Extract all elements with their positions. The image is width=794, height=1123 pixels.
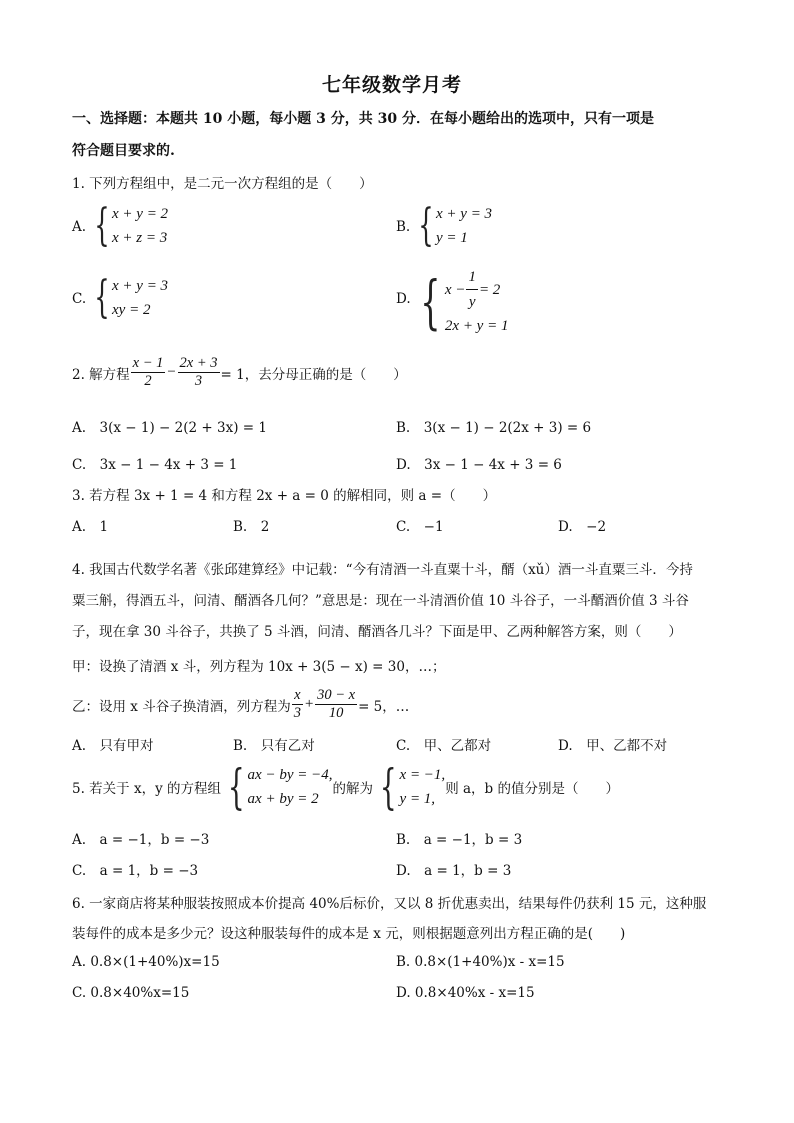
q1-a-eq1: x + y = 2 xyxy=(112,206,169,222)
q5-stem-mid: 的解为 xyxy=(332,781,373,797)
q4-option-d: D. 甲、乙都不对 xyxy=(558,738,668,754)
q6-option-c: C. 0.8×40%x=15 xyxy=(72,985,190,1001)
q2-fraction-2 xyxy=(178,355,220,390)
q1-d-fraction-num: 1 xyxy=(466,265,478,290)
q5-option-b: B. a = −1，b = 3 xyxy=(396,832,523,848)
q2-option-b: B. 3(x − 1) − 2(2x + 3) = 6 xyxy=(396,420,592,436)
q2-option-a: A. 3(x − 1) − 2(2 + 3x) = 1 xyxy=(72,420,267,436)
q2-minus: − xyxy=(166,364,177,380)
brace-icon: { xyxy=(227,759,245,815)
q2-fraction-1-num: x − 1 xyxy=(132,355,164,371)
q2-fraction-2-num: 2x + 3 xyxy=(179,355,218,371)
q1-option-b-system xyxy=(412,202,492,250)
q1-option-a-label: A. xyxy=(72,219,87,235)
q3-option-d: D. −2 xyxy=(558,519,607,535)
q5-stem-post: 则 a，b 的值分别是（ ） xyxy=(445,781,619,797)
q4-yi-plus: + xyxy=(303,696,315,712)
q1-stem: 1. 下列方程组中，是二元一次方程组的是（ ） xyxy=(72,176,373,192)
q5-s2-eq1: x = −1, xyxy=(399,767,446,783)
q5-option-c: C. a = 1，b = −3 xyxy=(72,863,199,879)
q5-stem-pre: 5. 若关于 x，y 的方程组 xyxy=(72,781,221,797)
page-title: 七年级数学月考 xyxy=(322,74,463,96)
q6-line1: 6. 一家商店将某种服装按照成本价提高 40%后标价，又以 8 折优惠卖出，结果每件仍获利 15 元，这种服 xyxy=(72,896,707,912)
q4-option-b: B. 只有乙对 xyxy=(233,738,315,754)
q2-stem-pre: 2. 解方程 xyxy=(72,366,130,383)
q5-system-2 xyxy=(373,759,446,815)
q1-b-eq2: y = 1 xyxy=(436,230,468,246)
q4-yi-fraction-2-den: 10 xyxy=(328,705,344,721)
brace-icon: { xyxy=(94,200,110,251)
q4-yi-post: = 5，… xyxy=(358,698,410,715)
q1-option-c-system xyxy=(88,274,168,322)
q1-b-eq1: x + y = 3 xyxy=(436,206,493,222)
q4-jia: 甲：设换了清酒 x 斗，列方程为 10x + 3(5 − x) = 30，…； xyxy=(72,659,446,675)
q4-line3: 子，现在拿 30 斗谷子，共换了 5 斗酒，问清、醑酒各几斗？下面是甲、乙两种解答方案，则（ ） xyxy=(72,624,682,640)
q4-option-a: A. 只有甲对 xyxy=(72,738,154,754)
section-heading-line2: 符合题目要求的. xyxy=(72,143,175,159)
q1-c-eq1: x + y = 3 xyxy=(112,278,169,294)
q1-d-fraction-den: y xyxy=(468,294,476,310)
q1-d-fraction xyxy=(466,265,478,314)
q4-yi-fraction-1-num: x xyxy=(294,687,301,703)
q5-s1-eq1: ax − by = −4, xyxy=(247,767,333,783)
q3-option-a: A. 1 xyxy=(72,519,109,535)
q1-a-eq2: x + z = 3 xyxy=(112,230,168,246)
q3-option-c: C. −1 xyxy=(396,519,444,535)
q5-stem xyxy=(72,759,619,815)
q6-option-b: B. 0.8×(1+40%)x - x=15 xyxy=(396,954,565,970)
q5-option-a: A. a = −1，b = −3 xyxy=(72,832,210,848)
q3-option-b: B. 2 xyxy=(233,519,270,535)
q4-yi-fraction-1 xyxy=(292,687,303,722)
q1-option-d-label: D. xyxy=(396,291,411,307)
q1-option-d-system xyxy=(412,265,508,338)
q5-s1-eq2: ax + by = 2 xyxy=(247,791,319,807)
q2-stem xyxy=(72,355,407,390)
q4-option-c: C. 甲、乙都对 xyxy=(396,738,492,754)
q2-fraction-1-den: 2 xyxy=(144,373,152,389)
q2-option-c: C. 3x − 1 − 4x + 3 = 1 xyxy=(72,457,238,473)
section-heading-line1: 一、选择题：本题共 10 小题，每小题 3 分，共 30 分．在每小题给出的选项中，只有一项是 xyxy=(72,111,654,127)
brace-icon: { xyxy=(420,267,441,336)
q2-option-d: D. 3x − 1 − 4x + 3 = 6 xyxy=(396,457,562,473)
q4-yi-fraction-2-num: 30 − x xyxy=(317,687,356,703)
q4-line2: 粟三斛，得酒五斗，问清、醑酒各几何？”意思是：现在一斗清酒价值 10 斗谷子，一斗醑酒价值 3 斗谷 xyxy=(72,593,689,609)
q3-stem: 3. 若方程 3x + 1 = 4 和方程 2x + a = 0 的解相同，则 a =（ ） xyxy=(72,488,497,504)
q6-option-a: A. 0.8×(1+40%)x=15 xyxy=(72,954,220,970)
q6-option-d: D. 0.8×40%x - x=15 xyxy=(396,985,535,1001)
q4-yi xyxy=(72,687,409,722)
q1-d-eq2: 2x + y = 1 xyxy=(444,318,509,334)
q5-option-d: D. a = 1，b = 3 xyxy=(396,863,512,879)
q6-line2: 装每件的成本是多少元？设这种服装每件的成本是 x 元，则根据题意列出方程正确的是( ) xyxy=(72,926,626,942)
q2-stem-post: = 1，去分母正确的是（ ） xyxy=(220,366,407,383)
q1-d-eq1-pre: x − xyxy=(444,281,466,298)
q5-system-1 xyxy=(221,759,333,815)
brace-icon: { xyxy=(379,759,397,815)
brace-icon: { xyxy=(94,272,110,323)
q4-yi-fraction-1-den: 3 xyxy=(293,705,301,721)
q4-yi-pre: 乙：设用 x 斗谷子换清酒，列方程为 xyxy=(72,698,291,715)
q5-s2-eq2: y = 1, xyxy=(399,791,436,807)
q1-c-eq2: xy = 2 xyxy=(112,302,151,318)
q1-option-b-label: B. xyxy=(396,219,411,235)
q1-option-c-label: C. xyxy=(72,291,87,307)
q2-fraction-2-den: 3 xyxy=(194,373,203,389)
q4-yi-fraction-2 xyxy=(315,687,357,722)
brace-icon: { xyxy=(418,200,434,251)
q1-d-eq1-post: = 2 xyxy=(478,281,501,298)
q2-fraction-1 xyxy=(131,355,166,390)
q4-line1: 4. 我国古代数学名著《张邱建算经》中记载：“今有清酒一斗直粟十斗，醑（xǔ）酒一斗直粟三斗．今持 xyxy=(72,562,693,578)
q1-option-a-system xyxy=(88,202,168,250)
